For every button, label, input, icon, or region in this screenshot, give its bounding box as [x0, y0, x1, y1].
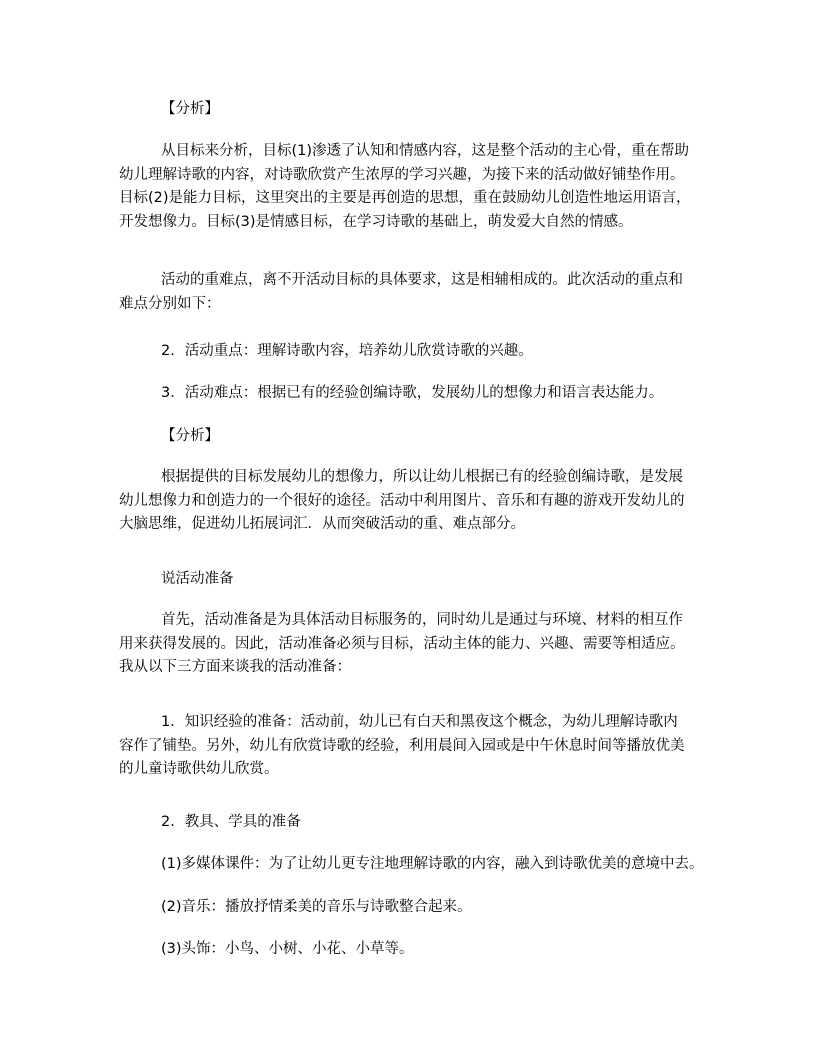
text-line: 开发想像力。目标(3)是情感目标，在学习诗歌的基础上，萌发爱大自然的情感。	[119, 213, 633, 230]
list-item-difficulty: 3．活动难点：根据已有的经验创编诗歌，发展幼儿的想像力和语言表达能力。	[161, 385, 664, 401]
text-line: 首先，活动准备是为具体活动目标服务的，同时幼儿是通过与环境、材料的相互作	[161, 612, 683, 628]
paragraph-imagination-analysis	[119, 466, 699, 537]
list-item-music: (2)音乐：播放抒情柔美的音乐与诗歌整合起来。	[161, 899, 472, 915]
text-line: 根据提供的目标发展幼儿的想像力，所以让幼儿根据已有的经验创编诗歌，是发展	[161, 469, 683, 485]
section-heading-preparation: 说活动准备	[161, 571, 234, 587]
text-line: 难点分别如下：	[119, 295, 221, 312]
paragraph-key-difficulties	[119, 269, 699, 316]
text-line: 容作了铺垫。另外，幼儿有欣赏诗歌的经验，利用晨间入园或是中午休息时间等播放优美	[119, 737, 685, 754]
text-line: 活动的重难点，离不开活动目标的具体要求，这是相辅相成的。此次活动的重点和	[161, 272, 683, 288]
text-line: 大脑思维，促进幼儿拓展词汇．从而突破活动的重、难点部分。	[119, 516, 525, 532]
text-line: 用来获得发展的。因此，活动准备必须与目标，活动主体的能力、兴趣、需要等相适应。	[119, 635, 685, 652]
list-item-key-point: 2．活动重点：理解诗歌内容，培养幼儿欣赏诗歌的兴趣。	[161, 343, 533, 359]
text-line: 幼儿想像力和创造力的一个很好的途径。活动中利用图片、音乐和有趣的游戏开发幼儿的	[119, 492, 685, 509]
paragraph-preparation-intro	[119, 609, 699, 680]
paragraph-knowledge-preparation	[119, 711, 699, 782]
list-item-headwear: (3)头饰：小鸟、小树、小花、小草等。	[161, 941, 414, 957]
section-heading-analysis-1: 【分析】	[161, 101, 219, 117]
text-line: 从目标来分析，目标(1)渗透了认知和情感内容，这是整个活动的主心骨，重在帮助	[161, 143, 690, 159]
text-line: 目标(2)是能力目标，这里突出的主要是再创造的思想，重在鼓励幼儿创造性地运用语言，	[119, 190, 691, 206]
list-item-teaching-aids: 2．教具、学具的准备	[161, 814, 301, 830]
section-heading-analysis-2: 【分析】	[161, 428, 219, 444]
text-line: 幼儿理解诗歌的内容，对诗歌欣赏产生浓厚的学习兴趣，为接下来的活动做好铺垫作用。	[119, 166, 685, 183]
text-line: 我从以下三方面来谈我的活动准备：	[119, 659, 351, 675]
paragraph-goal-analysis	[119, 140, 699, 234]
text-line: 1．知识经验的准备：活动前，幼儿已有白天和黑夜这个概念，为幼儿理解诗歌内	[161, 714, 678, 730]
list-item-multimedia: (1)多媒体课件：为了让幼儿更专注地理解诗歌的内容，融入到诗歌优美的意境中去。	[161, 856, 704, 872]
text-line: 的儿童诗歌供幼儿欣赏。	[119, 761, 279, 777]
